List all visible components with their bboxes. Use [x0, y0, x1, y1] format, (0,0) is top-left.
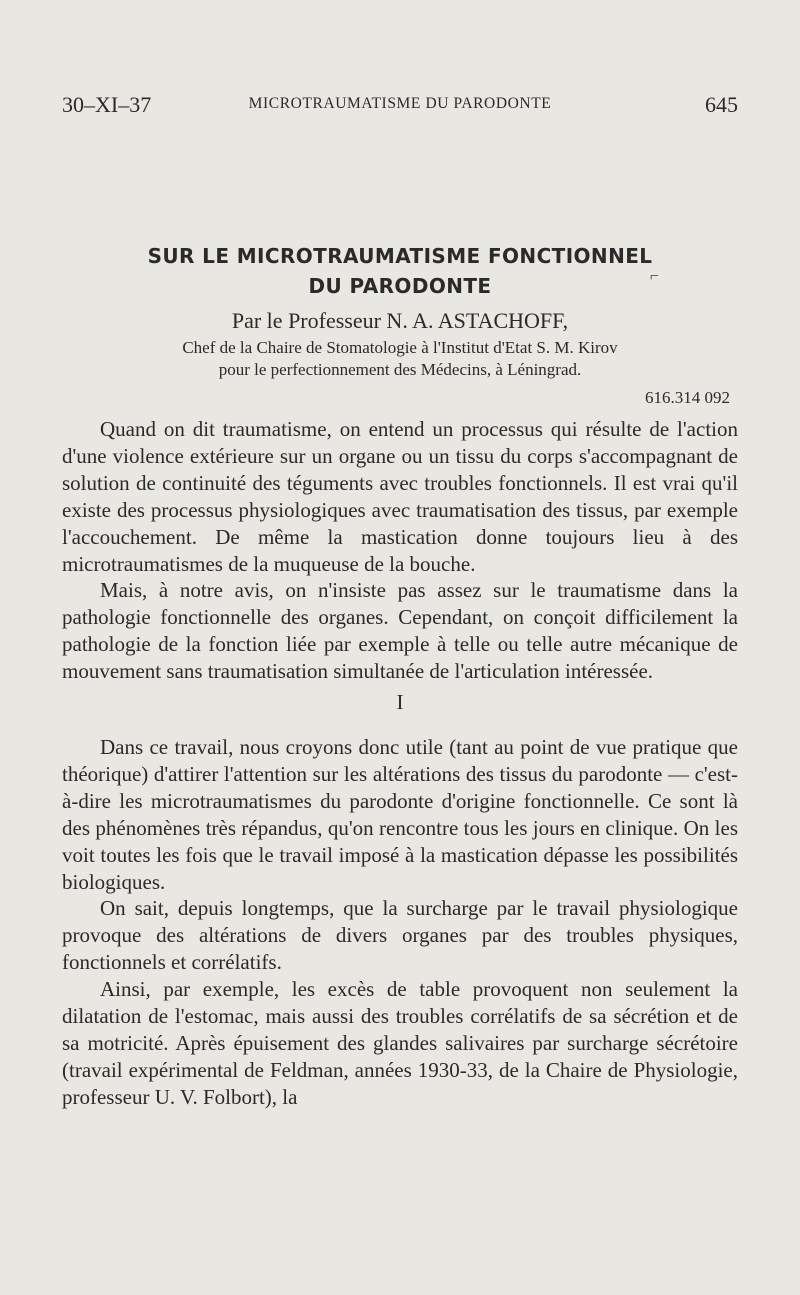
paragraph: Mais, à notre avis, on n'insiste pas assez sur le traumatisme dans la pathologie fonctionnelle des organes. Cependant, on conçoit difficilement la pathologie de la fonction liée par exemple à telle ou telle autre mécanique de mouvement sans traumatisation simultanée de l'articulation intéressée. [62, 578, 738, 684]
paragraph: On sait, depuis longtemps, que la surcharge par le travail physiologique provoque des altérations de divers organes par des troubles physiques, fonctionnels et corrélatifs. [62, 896, 738, 975]
classification-number: 616.314 092 [645, 388, 730, 407]
pencil-mark-icon: ⌐ [650, 268, 660, 285]
header-date: 30–XI–37 [62, 92, 152, 117]
affiliation-line-1: Chef de la Chaire de Stomatologie à l'Institut d'Etat S. M. Kirov [182, 338, 618, 357]
running-header [62, 92, 738, 122]
section-heading: I [396, 690, 404, 715]
article-title-line-1: SUR LE MICROTRAUMATISME FONCTIONNEL [147, 244, 653, 268]
article-body [62, 416, 738, 1111]
page-number: 645 [705, 92, 738, 117]
paragraph: Ainsi, par exemple, les excès de table provoquent non seulement la dilatation de l'estomac, mais aussi des troubles corrélatifs de sa sécrétion et de sa motricité. Après épuisement des glandes salivaires par surcharge sécrétoire (travail expérimental de Feldman, années 1930-33, de la Chaire de Physiologie, professeur U. V. Folbort), la [62, 977, 738, 1109]
article-title-line-2: DU PARODONTE [308, 274, 492, 298]
author-line: Par le Professeur N. A. ASTACHOFF, [231, 308, 569, 333]
affiliation-line-2: pour le perfectionnement des Médecins, à Léningrad. [218, 360, 582, 379]
paragraph: Dans ce travail, nous croyons donc utile (tant au point de vue pratique que théorique) d'attirer l'attention sur les altérations des tissus du parodonte — c'est-à-dire les microtraumatismes du parodonte d'origine fonctionnelle. Ce sont là des phénomènes très répandus, qu'on rencontre tous les jours en clinique. On les voit toutes les fois que le travail imposé à la mastication dépasse les possibilités biologiques. [62, 734, 738, 894]
header-running-title: MICROTRAUMATISME DU PARODONTE [248, 95, 552, 112]
paragraph: Quand on dit traumatisme, on entend un processus qui résulte de l'action d'une violence extérieure sur un organe ou un tissu du corps s'accompagnant de solution de continuité des téguments avec troubles fonctionnels. Il est vrai qu'il existe des processus physiologiques avec traumatisation des tissus, par exemple l'accouchement. De même la mastication donne toujours lieu à des microtraumatismes de la muqueuse de la bouche. [62, 417, 738, 576]
